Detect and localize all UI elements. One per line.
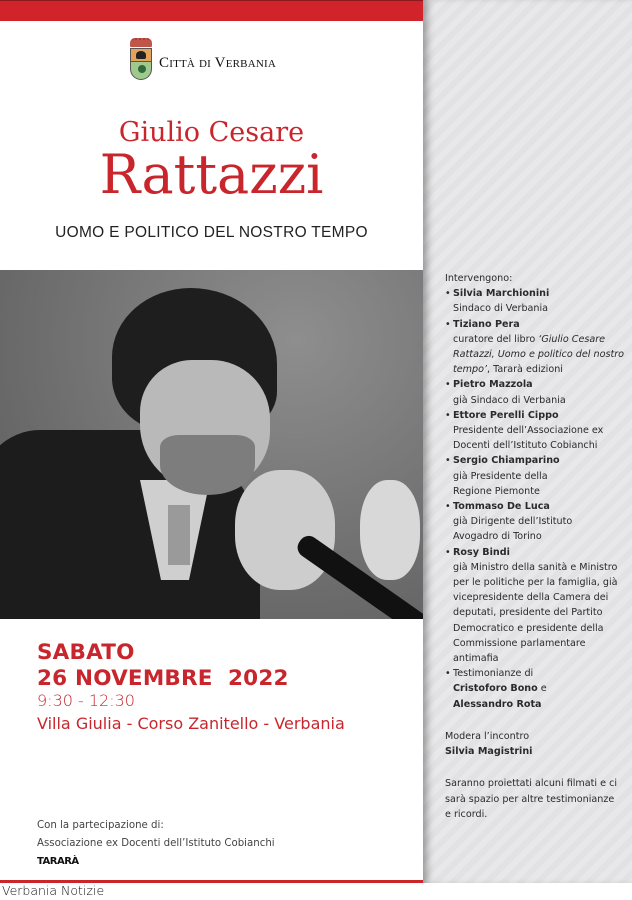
event-full-date: 26 NOVEMBRE 2022 [37,666,289,691]
speaker-name: • Tommaso De Luca [453,501,550,513]
speaker-name: • Silvia Marchionini [453,288,550,300]
speaker-name: • Tiziano Pera [453,318,520,330]
event-time: 9:30 - 12:30 [37,691,135,710]
city-name: Città di Verbania [159,54,277,71]
event-place: Villa Giulia - Corso Zanitello - Verbania [37,714,345,733]
title-subtitle: UOMO E POLITICO DEL NOSTRO TEMPO [55,224,368,241]
tarara-logo: TARARÀ [37,856,79,867]
speaker-desc: curatore del libro ‘Giulio Cesare Rattazzi, Uomo e politico del nostro tempo’, Tararà edizioni [453,333,625,376]
speaker-desc: già Presidente della Regione Piemonte [453,470,548,497]
moderator-name: Silvia Magistrini [445,746,533,758]
speaker-name: • Ettore Perelli Cippo [453,409,559,421]
credits [37,817,275,871]
top-red-bar [0,0,423,21]
speaker-item [445,499,630,545]
speaker-desc: Sindaco di Verbania [453,303,549,315]
testimony-name: Cristoforo Bono [453,683,538,695]
city-logo [129,38,276,82]
credits-association: Associazione ex Docenti dell’Istituto Cobianchi [37,838,275,849]
speaker-item [445,377,630,407]
portrait-photo [0,270,423,619]
speaker-item [445,453,630,499]
event-day: SABATO [37,640,135,665]
speaker-desc: già Ministro della sanità e Ministro per le politiche per la famiglia, già vicepresidente della Camera dei deputati, presidente del Partito Democratico e presidente della Commissione parlamentare antimafia [453,561,618,665]
testimonies-item: • Testimonianze di Cristoforo Bono e Alessandro Rota [445,666,630,712]
credits-label: Con la partecipazione di: [37,820,164,831]
speaker-item [445,408,630,454]
speaker-desc: già Dirigente dell’Istituto Avogadro di Torino [453,516,573,543]
city-crest-icon [129,38,153,82]
speaker-item [445,286,630,316]
title-first-name: Giulio Cesare [118,117,305,148]
speakers-list [445,271,630,822]
testimony-name: Alessandro Rota [453,698,542,710]
event-date [37,640,289,692]
speaker-item [445,545,630,667]
speaker-name: • Rosy Bindi [453,546,510,558]
speaker-name: • Sergio Chiamparino [453,455,560,467]
speaker-desc: Presidente dell’Associazione ex Docenti dell’Istituto Cobianchi [453,425,604,452]
speaker-desc: già Sindaco di Verbania [453,394,566,406]
source-caption: Verbania Notizie [2,883,105,898]
speaker-name: • Pietro Mazzola [453,379,533,391]
closing-note: Saranno proiettati alcuni filmati e ci sarà spazio per altre testimonianze e ricordi. [445,778,618,820]
moderator-label: Modera l’incontro [445,730,530,742]
speaker-item [445,317,630,378]
speakers-heading: Intervengono: [445,273,513,284]
title-surname: Rattazzi [99,143,324,206]
